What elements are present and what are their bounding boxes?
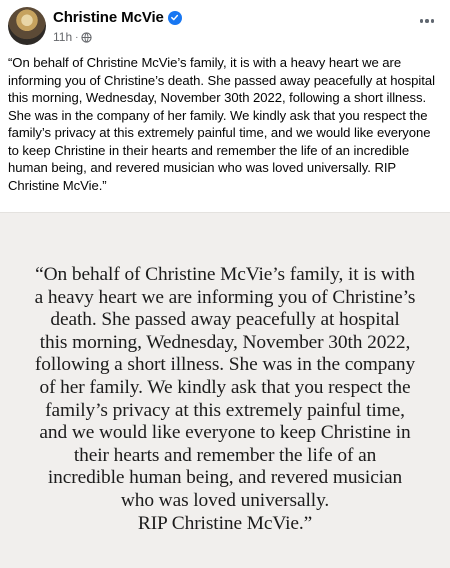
post-text: “On behalf of Christine McVie’s family, it is with a heavy heart we are informing you of Christine’s death. She passed away peacefully at hospital this morning, Wednesday, November 30th 2022, following a short illness. She was in the company of her family. We kindly ask that you respect the family’s privacy at this extremely painful time, and we would like everyone to keep Christine in their hearts and remember the life of an incredible human being, and revered musician who was loved universally. RIP Christine McVie.” [8,55,435,193]
quote-line: this morning, Wednesday, November 30th 2022, [39,331,411,353]
post-timestamp[interactable]: 11h [53,30,73,44]
post-meta [53,30,92,44]
globe-icon[interactable] [81,32,92,43]
verified-badge-icon [168,11,182,25]
quote-line: “On behalf of Christine McVie’s family, it is with [35,264,415,285]
quote-line: their hearts and remember the life of an [73,444,377,466]
more-dot [425,19,429,23]
quote-line: a heavy heart we are informing you of Christine’s [34,286,416,308]
quote-line: following a short illness. She was in the company [34,354,416,376]
statement-quote [0,264,450,535]
post-header [6,4,446,48]
quote-line: death. She passed away peacefully at hospital [50,309,400,331]
quote-line: RIP Christine McVie.” [137,512,313,534]
quote-line: family’s privacy at this extremely painful time, [45,399,405,421]
separator-dot: · [75,31,79,43]
quote-line: incredible human being, and revered musician [47,467,403,489]
avatar[interactable] [8,7,46,45]
more-options-icon[interactable] [416,10,438,32]
facebook-post [0,0,450,212]
quote-line: and we would like everyone to keep Christine in [39,422,411,444]
author-row [53,9,182,26]
author-name[interactable]: Christine McVie [53,9,164,26]
statement-image[interactable] [0,212,450,568]
more-dot [420,19,424,23]
quote-line: of her family. We kindly ask that you respect the [39,376,411,398]
more-dot [431,19,435,23]
quote-line: who was loved universally. [120,489,330,511]
checkmark-icon [170,13,179,22]
